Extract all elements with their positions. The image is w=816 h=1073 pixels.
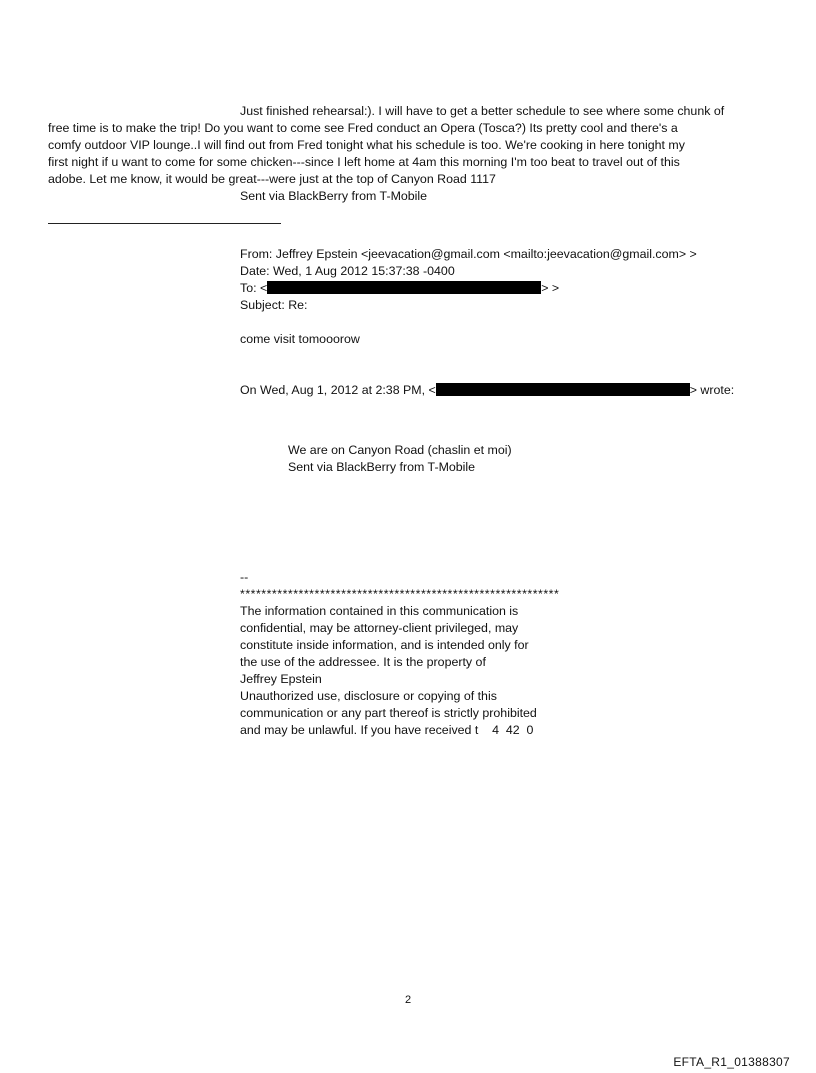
- reply-signature: Sent via BlackBerry from T-Mobile: [240, 189, 428, 203]
- redaction-box: [267, 281, 541, 294]
- message-body: come visit tomooorow: [240, 332, 360, 346]
- to-prefix: To: <: [240, 281, 268, 295]
- subject-header: Subject: Re:: [240, 298, 308, 312]
- reply-line: comfy outdoor VIP lounge..I will find out from Fred tonight what his schedule is too. We're cooking in here tonight my: [48, 138, 685, 152]
- attribution-line: [240, 382, 734, 399]
- disclaimer-line: Unauthorized use, disclosure or copying of this: [240, 689, 497, 703]
- disclaimer-line: the use of the addressee. It is the property of: [240, 655, 486, 669]
- attribution-suffix: > wrote:: [689, 383, 735, 397]
- quoted-signature: Sent via BlackBerry from T-Mobile: [288, 460, 476, 474]
- quoted-line: We are on Canyon Road (chaslin et moi): [288, 443, 512, 457]
- reply-line: free time is to make the trip! Do you want to come see Fred conduct an Opera (Tosca?) Its pretty cool and there's a: [48, 121, 678, 135]
- to-header: [240, 280, 734, 297]
- email-header-block: [240, 246, 734, 399]
- from-header: From: Jeffrey Epstein <jeevacation@gmail.com <mailto:jeevacation@gmail.com> >: [240, 247, 697, 261]
- page-number: 2: [404, 994, 412, 1006]
- confidentiality-block: [240, 569, 559, 739]
- disclaimer-line: and may be unlawful. If you have received t 4 42 0: [240, 723, 534, 737]
- redaction-box: [436, 383, 690, 396]
- signature-dashes: --: [240, 570, 249, 584]
- disclaimer-line: confidential, may be attorney-client privileged, may: [240, 621, 519, 635]
- attribution-prefix: On Wed, Aug 1, 2012 at 2:38 PM, <: [240, 383, 436, 397]
- to-suffix: > >: [541, 281, 560, 295]
- disclaimer-line: Jeffrey Epstein: [240, 672, 322, 686]
- signature-stars: ************************************************************: [240, 587, 560, 601]
- bates-number: EFTA_R1_01388307: [673, 1055, 790, 1069]
- disclaimer-line: communication or any part thereof is strictly prohibited: [240, 706, 537, 720]
- blank-line: [240, 348, 734, 365]
- reply-line: adobe. Let me know, it would be great---were just at the top of Canyon Road 1117: [48, 172, 496, 186]
- disclaimer-line: constitute inside information, and is intended only for: [240, 638, 529, 652]
- reply-line: first night if u want to come for some chicken---since I left home at 4am this morning I'm too beat to travel out of this: [48, 155, 680, 169]
- blank-line: [240, 314, 734, 331]
- disclaimer-line: The information contained in this communication is: [240, 604, 519, 618]
- quoted-message: [288, 442, 512, 476]
- separator-rule: [48, 223, 281, 224]
- blank-line: [240, 365, 734, 382]
- date-header: Date: Wed, 1 Aug 2012 15:37:38 -0400: [240, 264, 455, 278]
- reply-paragraph: [48, 103, 788, 205]
- reply-line: Just finished rehearsal:). I will have to get a better schedule to see where some chunk of: [240, 104, 725, 118]
